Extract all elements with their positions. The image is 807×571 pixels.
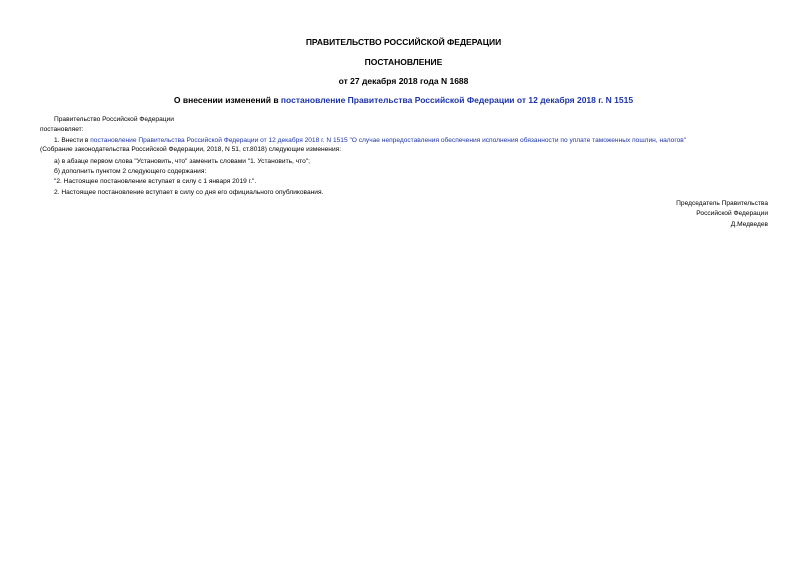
- signature-name: Д.Медведев: [730, 221, 768, 228]
- government-heading: ПРАВИТЕЛЬСТВО РОССИЙСКОЙ ФЕДЕРАЦИИ: [305, 37, 502, 47]
- item1-line: [40, 136, 782, 145]
- item2-line: 2. Настоящее постановление вступает в силу со дня его официального опубликования.: [54, 189, 324, 196]
- item1-continuation: (Собрание законодательства Российской Федерации, 2018, N 51, ст.8018) следующие изменения:: [40, 146, 342, 153]
- document-title: [0, 95, 807, 106]
- date-number-heading: от 27 декабря 2018 года N 1688: [338, 76, 469, 86]
- document-type-heading: ПОСТАНОВЛЕНИЕ: [364, 57, 443, 67]
- item1-link[interactable]: постановление Правительства Российской Федерации от 12 декабря 2018 г. N 1515 "О случае непредоставления обеспечения исполнения обязанности по уплате таможенных пошлин, налогов": [90, 137, 687, 144]
- issuer-line: Правительство Российской Федерации: [54, 116, 174, 123]
- subitem-b: б) дополнить пунктом 2 следующего содержания:: [54, 168, 207, 175]
- subitem-a: а) в абзаце первом слова "Установить, что" заменить словами "1. Установить, что";: [54, 158, 310, 165]
- title-prefix: О внесении изменений в: [173, 95, 281, 105]
- quoted-item: "2. Настоящее постановление вступает в силу с 1 января 2019 г.".: [54, 178, 257, 185]
- title-link[interactable]: постановление Правительства Российской Федерации от 12 декабря 2018 г. N 1515: [280, 95, 634, 105]
- signature-organization: Российской Федерации: [696, 210, 768, 217]
- item1-prefix: 1. Внести в: [54, 137, 91, 144]
- signature-position: Председатель Правительства: [676, 200, 768, 207]
- decides-line: постановляет:: [40, 126, 84, 133]
